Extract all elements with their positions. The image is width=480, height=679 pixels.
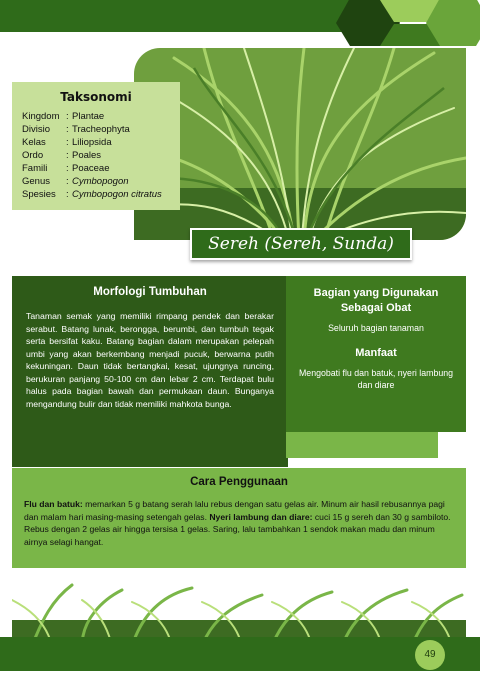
taxonomy-value: Plantae xyxy=(72,111,105,122)
top-header-bar xyxy=(0,0,360,32)
taxonomy-colon: : xyxy=(66,137,69,148)
taxonomy-value: Poales xyxy=(72,150,102,161)
morfologi-text: Tanaman semak yang memiliki rimpang pendek dan berakar serabut. Batang lunak, berongga, berumbi, dan tumbuh tegak serta bersifat kaku. Batang bagian dalam merupakan pelepah umbi yang akan berkembang menjadi pucuk, berwarna putih kekuningan. Daun tidak bertangkai, kesat, ujungnya runcing, berukuran panjang 50-100 cm dan lebar 2 cm. Terdapat bulu halus pada bagian bawah dan permukaan daun. Bunganya mengandung bulir dan tidak memiliki mahkota bunga. xyxy=(26,311,274,409)
side-accent-bar xyxy=(286,428,438,458)
morfologi-title: Morfologi Tumbuhan xyxy=(93,286,207,298)
plant-name: Sereh (Sereh, Sunda) xyxy=(208,234,394,254)
usage-part-box xyxy=(286,276,466,432)
taxonomy-key: Kelas xyxy=(22,137,46,148)
taxonomy-value: Tracheophyta xyxy=(72,124,130,135)
taxonomy-value: Cymbopogon citratus xyxy=(72,189,162,200)
taxonomy-key: Genus xyxy=(22,176,50,187)
flu-text: memarkan 5 g batang serah lalu rebus dengan satu gelas air. Minum air hasil rebusannya pagi dan malam hari masing-masing setengah gelas. xyxy=(24,499,445,522)
taxonomy-key: Spesies xyxy=(22,189,56,200)
taxonomy-colon: : xyxy=(66,111,69,122)
bagian-title: Bagian yang Digunakan Sebagai Obat xyxy=(313,287,439,314)
taxonomy-row xyxy=(22,110,170,123)
taxonomy-colon: : xyxy=(66,189,69,200)
footer-bar xyxy=(0,637,480,671)
lemongrass-photo xyxy=(134,48,466,240)
nyeri-text: cuci 15 g sereh dan 30 g sambiloto. Rebus dengan 2 gelas air hingga tersisa 1 gelas. Saring, lalu tambahkan 1 sendok makan madu dan minum airnya selagi hangat. xyxy=(24,511,451,547)
taxonomy-row xyxy=(22,136,170,149)
cara-text xyxy=(24,498,454,548)
taxonomy-row xyxy=(22,188,170,201)
nyeri-label: Nyeri lambung dan diare: xyxy=(209,511,313,522)
taxonomy-colon: : xyxy=(66,150,69,161)
flu-label: Flu dan batuk: xyxy=(24,499,83,509)
taxonomy-title: Taksonomi xyxy=(60,90,132,104)
taxonomy-colon: : xyxy=(66,163,69,174)
taxonomy-colon: : xyxy=(66,124,69,135)
manfaat-text: Mengobati flu dan batuk, nyeri lambung dan diare xyxy=(298,368,454,390)
taxonomy-value: Cymbopogon xyxy=(72,176,129,187)
taxonomy-key: Kingdom xyxy=(22,111,60,122)
taxonomy-value: Liliopsida xyxy=(72,137,112,148)
bagian-text: Seluruh bagian tanaman xyxy=(328,323,424,333)
taxonomy-box xyxy=(12,82,180,210)
page-number: 49 xyxy=(415,640,445,670)
taxonomy-colon: : xyxy=(66,176,69,187)
hexagon-decoration xyxy=(336,0,480,46)
taxonomy-row xyxy=(22,123,170,136)
manfaat-title: Manfaat xyxy=(355,347,397,359)
taxonomy-value: Poaceae xyxy=(72,163,110,174)
taxonomy-key: Divisio xyxy=(22,124,50,135)
taxonomy-row xyxy=(22,149,170,162)
taxonomy-row xyxy=(22,175,170,188)
cara-title: Cara Penggunaan xyxy=(190,476,288,488)
plant-name-banner xyxy=(190,228,412,260)
morfologi-box xyxy=(12,276,288,467)
cara-penggunaan-box xyxy=(12,468,466,568)
taxonomy-key: Ordo xyxy=(22,150,44,161)
taxonomy-key: Famili xyxy=(22,163,48,174)
taxonomy-row xyxy=(22,162,170,175)
